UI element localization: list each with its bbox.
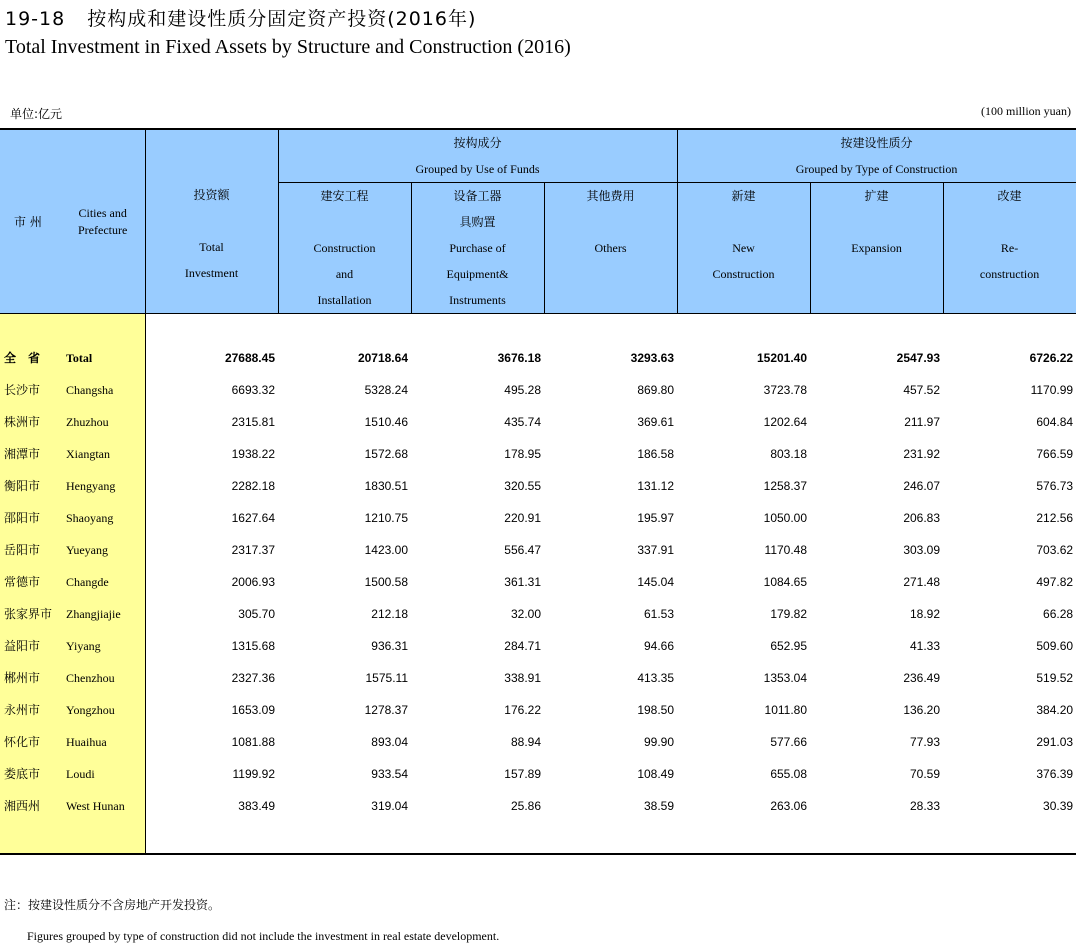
- value-cell: 30.39: [1043, 798, 1074, 813]
- row-label: [0, 502, 145, 534]
- table-row: [0, 694, 1076, 726]
- value-cell: 338.91: [504, 670, 541, 685]
- value-cell: 803.18: [770, 446, 808, 461]
- value-cell: 320.55: [504, 478, 541, 493]
- city-name-en: Hengyang: [66, 479, 116, 493]
- value-cell: 88.94: [510, 734, 541, 749]
- investment-table: [0, 128, 1076, 855]
- value-cell: 337.91: [637, 542, 675, 557]
- row-label: [0, 662, 145, 694]
- row-label: [0, 758, 145, 790]
- table-row: [0, 758, 1076, 790]
- value-cell: 1170.48: [764, 542, 808, 557]
- value-cell: 1081.88: [231, 734, 275, 749]
- value-cell: 1500.58: [364, 574, 408, 589]
- value-cell: 108.49: [637, 766, 675, 781]
- value-cell: 206.83: [903, 510, 941, 525]
- column-header: 新建 New Construction: [677, 183, 810, 314]
- value-cell: 652.95: [770, 638, 808, 653]
- city-name-en: Changsha: [66, 383, 114, 397]
- city-name-en: Shaoyang: [66, 511, 114, 525]
- value-cell: 303.09: [903, 542, 941, 557]
- city-name-cn: 怀化市: [4, 735, 41, 749]
- value-cell: 6693.32: [231, 382, 275, 397]
- value-cell: 1627.64: [231, 510, 275, 525]
- value-cell: 1423.00: [364, 542, 408, 557]
- bottom-spacer-row: [0, 822, 1076, 854]
- value-cell: 246.07: [903, 478, 941, 493]
- table-row: [0, 726, 1076, 758]
- row-label: [0, 566, 145, 598]
- city-name-cn: 岳阳市: [4, 543, 41, 557]
- city-name-en: Yueyang: [66, 543, 108, 557]
- group-construction-header: 按建设性质分 Grouped by Type of Construction: [677, 129, 1076, 183]
- row-label: [0, 790, 145, 822]
- row-label: [0, 630, 145, 662]
- value-cell: 383.49: [238, 798, 275, 813]
- value-cell: 2547.93: [896, 350, 941, 365]
- value-cell: 435.74: [504, 414, 541, 429]
- column-header: 扩建 Expansion: [810, 183, 943, 314]
- value-cell: 32.00: [510, 606, 541, 621]
- city-name-cn: 娄底市: [4, 767, 41, 781]
- value-cell: 766.59: [1036, 446, 1074, 461]
- value-cell: 136.20: [903, 702, 941, 717]
- city-header: [0, 129, 145, 314]
- unit-cn: 单位:亿元: [10, 107, 63, 121]
- table-row: [0, 598, 1076, 630]
- value-cell: 5328.24: [364, 382, 408, 397]
- value-cell: 236.49: [903, 670, 941, 685]
- value-cell: 94.66: [644, 638, 675, 653]
- value-cell: 703.62: [1036, 542, 1074, 557]
- value-cell: 1258.37: [763, 478, 808, 493]
- city-name-en: Xiangtan: [66, 447, 110, 461]
- value-cell: 271.48: [903, 574, 941, 589]
- spacer-row: [0, 314, 1076, 342]
- value-cell: 263.06: [770, 798, 808, 813]
- table-title-en: Total Investment in Fixed Assets by Structure and Construction (2016): [5, 36, 571, 58]
- note-cn: 注：按建设性质分不含房地产开发投资。: [4, 898, 221, 912]
- row-label: [0, 726, 145, 758]
- value-cell: 70.59: [910, 766, 941, 781]
- city-name-cn: 常德市: [4, 575, 41, 589]
- value-cell: 198.50: [637, 702, 675, 717]
- city-name-cn: 衡阳市: [4, 479, 41, 493]
- value-cell: 319.04: [371, 798, 408, 813]
- value-cell: 376.39: [1036, 766, 1074, 781]
- value-cell: 3723.78: [763, 382, 808, 397]
- table-title-cn: [5, 4, 476, 31]
- city-header-cn: 市 州: [14, 215, 42, 229]
- row-label: [0, 534, 145, 566]
- city-name-cn: 永州市: [4, 703, 41, 717]
- column-header: 其他费用 Others: [544, 183, 677, 314]
- table-row: [0, 534, 1076, 566]
- value-cell: 556.47: [504, 542, 541, 557]
- city-name-cn: 湘西州: [4, 799, 41, 813]
- city-name-cn: 湘潭市: [4, 447, 41, 461]
- group-funds-header: 按构成分 Grouped by Use of Funds: [278, 129, 677, 183]
- row-label: [0, 342, 145, 374]
- city-header-en: Cities and Prefecture: [78, 205, 128, 237]
- table-row: [0, 566, 1076, 598]
- value-cell: 1278.37: [364, 702, 408, 717]
- city-name-en: Zhangjiajie: [66, 607, 121, 621]
- value-cell: 1353.04: [763, 670, 808, 685]
- value-cell: 179.82: [770, 606, 808, 621]
- value-cell: 178.95: [504, 446, 541, 461]
- value-cell: 604.84: [1036, 414, 1074, 429]
- row-label: [0, 374, 145, 406]
- value-cell: 1575.11: [365, 670, 408, 685]
- city-name-en: Zhuzhou: [66, 415, 109, 429]
- city-name-en: Loudi: [66, 767, 95, 781]
- value-cell: 1050.00: [763, 510, 808, 525]
- city-name-cn: 全 省: [4, 351, 41, 365]
- city-name-en: Changde: [66, 575, 109, 589]
- title-cn-text: 按构成和建设性质分固定资产投资(2016年): [87, 8, 477, 30]
- value-cell: 577.66: [770, 734, 808, 749]
- city-name-cn: 益阳市: [4, 639, 41, 653]
- value-cell: 1199.92: [232, 766, 275, 781]
- row-label: [0, 694, 145, 726]
- value-cell: 66.28: [1043, 606, 1074, 621]
- city-name-cn: 株洲市: [4, 415, 41, 429]
- value-cell: 176.22: [504, 702, 541, 717]
- value-cell: 61.53: [644, 606, 675, 621]
- value-cell: 1653.09: [231, 702, 275, 717]
- value-cell: 369.61: [637, 414, 675, 429]
- value-cell: 1084.65: [763, 574, 808, 589]
- value-cell: 2282.18: [231, 478, 275, 493]
- value-cell: 384.20: [1036, 702, 1074, 717]
- city-name-en: Huaihua: [66, 735, 107, 749]
- value-cell: 1011.80: [764, 702, 808, 717]
- value-cell: 1938.22: [231, 446, 275, 461]
- value-cell: 28.33: [910, 798, 941, 813]
- value-cell: 361.31: [504, 574, 541, 589]
- value-cell: 305.70: [238, 606, 275, 621]
- table-row: [0, 470, 1076, 502]
- value-cell: 145.04: [637, 574, 675, 589]
- table-row: [0, 374, 1076, 406]
- value-cell: 1202.64: [763, 414, 808, 429]
- city-name-cn: 长沙市: [4, 383, 41, 397]
- city-name-cn: 郴州市: [4, 671, 41, 685]
- value-cell: 933.54: [371, 766, 408, 781]
- value-cell: 6726.22: [1029, 350, 1074, 365]
- value-cell: 655.08: [770, 766, 808, 781]
- value-cell: 869.80: [637, 382, 675, 397]
- value-cell: 519.52: [1036, 670, 1074, 685]
- column-header: 改建 Re- construction: [943, 183, 1076, 314]
- value-cell: 1170.99: [1030, 382, 1074, 397]
- city-name-en: Total: [66, 351, 93, 365]
- total-header: 投资额 Total Investment: [145, 129, 278, 314]
- table-row: [0, 502, 1076, 534]
- table-row: [0, 406, 1076, 438]
- value-cell: 212.56: [1036, 510, 1074, 525]
- value-cell: 2315.81: [231, 414, 275, 429]
- value-cell: 291.03: [1036, 734, 1074, 749]
- table-row-total: [0, 342, 1076, 374]
- city-name-en: West Hunan: [66, 799, 125, 813]
- unit-en: (100 million yuan): [981, 104, 1071, 118]
- table-row: [0, 438, 1076, 470]
- value-cell: 27688.45: [224, 350, 275, 365]
- value-cell: 18.92: [910, 606, 941, 621]
- value-cell: 457.52: [903, 382, 941, 397]
- value-cell: 413.35: [637, 670, 675, 685]
- value-cell: 284.71: [504, 638, 541, 653]
- value-cell: 3293.63: [630, 350, 675, 365]
- value-cell: 936.31: [371, 638, 408, 653]
- value-cell: 212.18: [371, 606, 408, 621]
- value-cell: 3676.18: [497, 350, 541, 365]
- value-cell: 2327.36: [231, 670, 275, 685]
- table-row: [0, 790, 1076, 822]
- value-cell: 220.91: [504, 510, 541, 525]
- value-cell: 41.33: [910, 638, 941, 653]
- value-cell: 576.73: [1036, 478, 1074, 493]
- value-cell: 893.04: [371, 734, 408, 749]
- value-cell: 99.90: [644, 734, 675, 749]
- row-label: [0, 470, 145, 502]
- value-cell: 195.97: [637, 510, 675, 525]
- value-cell: 231.92: [903, 446, 941, 461]
- city-name-en: Yongzhou: [66, 703, 115, 717]
- value-cell: 15201.40: [756, 350, 808, 365]
- value-cell: 495.28: [504, 382, 541, 397]
- row-label: [0, 406, 145, 438]
- column-header: 建安工程 Construction and Installation: [278, 183, 411, 314]
- value-cell: 25.86: [510, 798, 541, 813]
- column-header: 设备工器 具购置 Purchase of Equipment& Instruments: [411, 183, 544, 314]
- value-cell: 20718.64: [357, 350, 408, 365]
- value-cell: 497.82: [1036, 574, 1074, 589]
- value-cell: 131.12: [637, 478, 675, 493]
- city-name-cn: 邵阳市: [4, 511, 41, 525]
- city-name-en: Yiyang: [66, 639, 101, 653]
- value-cell: 38.59: [644, 798, 675, 813]
- value-cell: 509.60: [1036, 638, 1074, 653]
- value-cell: 77.93: [910, 734, 941, 749]
- row-label: [0, 438, 145, 470]
- value-cell: 2317.37: [231, 542, 275, 557]
- city-name-en: Chenzhou: [66, 671, 115, 685]
- value-cell: 211.97: [904, 414, 941, 429]
- value-cell: 1315.68: [231, 638, 275, 653]
- value-cell: 1210.75: [364, 510, 408, 525]
- value-cell: 1830.51: [364, 478, 408, 493]
- row-label: [0, 598, 145, 630]
- note-en: Figures grouped by type of construction did not include the investment in real estate development.: [27, 929, 500, 943]
- table-row: [0, 662, 1076, 694]
- table-number: 19-18: [5, 8, 66, 30]
- value-cell: 1572.68: [364, 446, 408, 461]
- value-cell: 2006.93: [231, 574, 275, 589]
- city-name-cn: 张家界市: [4, 607, 53, 621]
- value-cell: 186.58: [637, 446, 675, 461]
- value-cell: 157.89: [504, 766, 541, 781]
- table-row: [0, 630, 1076, 662]
- value-cell: 1510.46: [364, 414, 408, 429]
